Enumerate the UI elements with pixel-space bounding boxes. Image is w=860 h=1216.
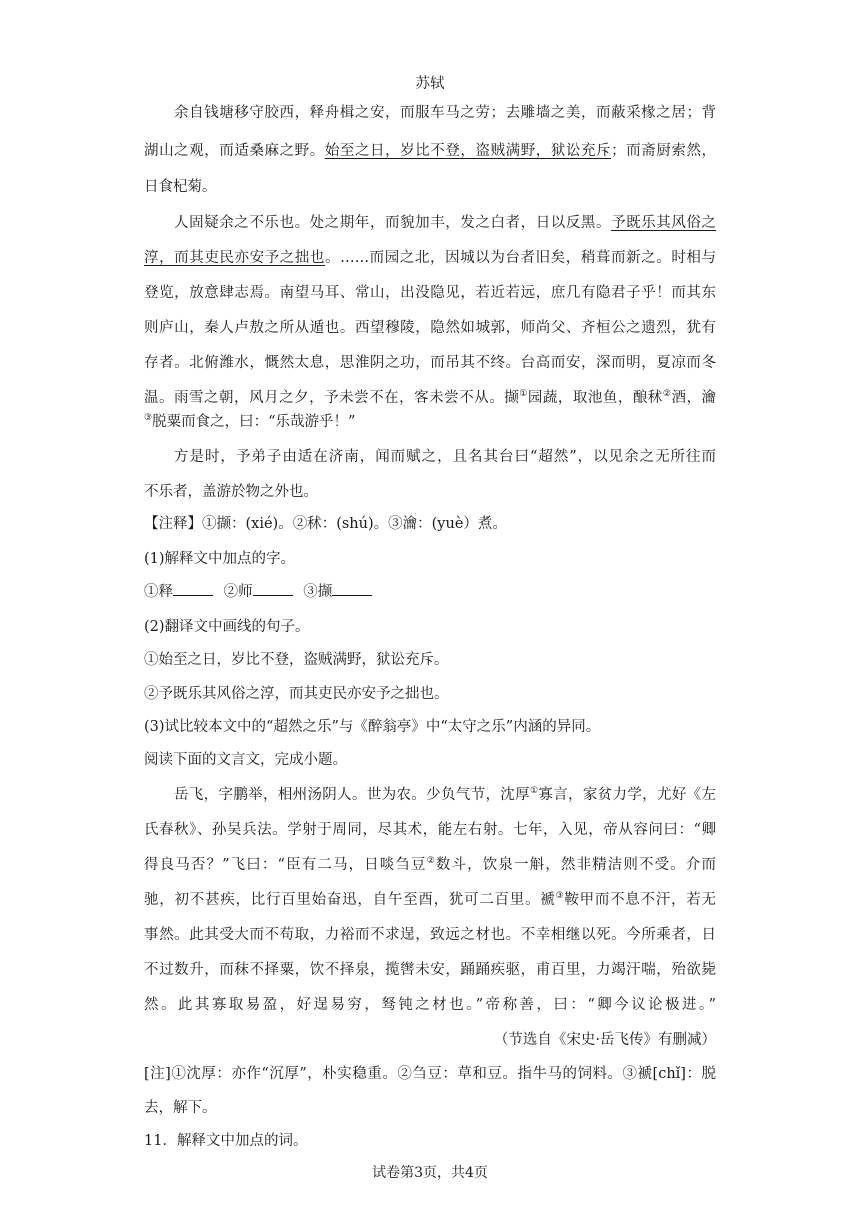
question-2: (2)翻译文中画线的句子。: [144, 619, 310, 635]
p1-line1: 余自钱塘移守胶西，释舟楫之安，而服车马之劳；去雕墙之美，而蔽采椽之居；背: [174, 105, 716, 121]
notes-1: 【注释】①撷：(xié)。②秫：(shú)。③瀹：(yuè）煮。: [144, 516, 507, 532]
p2-line2: 淳，而其吏民亦安予之拙也。……而园之北，因城以为台者旧矣，稍葺而新之。时相与: [144, 250, 716, 266]
question-1: (1)解释文中加点的字。: [144, 551, 296, 567]
notes-2-line1: [注]①沈厚：亦作“沉厚”，朴实稳重。②刍豆：草和豆。指牛马的饲料。③褫[chǐ]：脱: [144, 1066, 716, 1082]
underlined-sentence-2a: 予既乐其风俗之: [611, 215, 716, 231]
notes-2-line2: 去，解下。: [144, 1100, 217, 1116]
author: 苏轼: [415, 76, 445, 92]
page-footer: 试卷第3页，共4页: [372, 1165, 488, 1181]
reading-intro: 阅读下面的文言文，完成小题。: [144, 752, 347, 768]
p4-line6: 不过数升，而秣不择粟，饮不择泉，揽辔未安，踊踊疾驱，甫百里，力竭汗喘，殆欲毙: [144, 962, 716, 978]
p2-line7: ③脱粟而食之，曰：“乐哉游乎！”: [144, 413, 356, 430]
p4-line4: 驰，初不甚疾，比行百里始奋迅，自午至酉，犹可二百里。褫③鞍甲而不息不汗，若无: [144, 891, 716, 908]
question-3: (3)试比较本文中的“超然之乐”与《醉翁亭》中“太守之乐”内涵的异同。: [144, 719, 601, 735]
question-2b: ②予既乐其风俗之淳，而其吏民亦安予之拙也。: [144, 686, 449, 702]
p2-line5: 存者。北俯潍水，慨然太息，思淮阴之功，而吊其不终。台高而安，深而明，夏凉而冬: [144, 355, 716, 371]
p4-line2: 氏春秋》、孙吴兵法。学射于周同，尽其术，能左右射。七年，入见，帝从容问曰：“卿: [144, 822, 716, 838]
p1-line2: 湖山之观，而适桑麻之野。始至之日，岁比不登，盗贼满野，狱讼充斥；而斋厨索然，: [144, 143, 716, 159]
answer-blank-3: [332, 581, 372, 596]
p2-line4: 则庐山，秦人卢敖之所从遁也。西望穆陵，隐然如城郭，师尚父、齐桓公之遗烈，犹有: [144, 320, 716, 336]
p4-line1: 岳飞，字鹏举，相州汤阴人。世为农。少负气节，沈厚①寡言，家贫力学，尤好《左: [174, 786, 716, 803]
p2-line3: 登览，放意肆志焉。南望马耳、常山，出没隐见，若近若远，庶几有隐君子乎！而其东: [144, 285, 716, 301]
question-2a: ①始至之日，岁比不登，盗贼满野，狱讼充斥。: [144, 652, 449, 668]
question-1-items: ①释 ②师 ③撷: [144, 581, 716, 602]
underlined-sentence-1: 始至之日，岁比不登，盗贼满野，狱讼充斥: [324, 143, 612, 159]
underlined-sentence-2b: 淳，而其吏民亦安予之拙也: [144, 250, 325, 266]
p4-line7: 然。此其寡取易盈，好逞易穷，驽钝之材也。”帝称善，曰：“卿今议论极进。”: [144, 997, 716, 1013]
p3-line2: 不乐者，盖游於物之外也。: [144, 484, 318, 500]
p4-line3: 得良马否？”飞曰：“臣有二马，日啖刍豆②数斗，饮泉一斛，然非精洁则不受。介而: [144, 856, 716, 873]
answer-blank-1: [173, 581, 213, 596]
p2-line6: 温。雨雪之朝，风月之夕，予未尝不在，客未尝不从。撷①园蔬，取池鱼，酿秫②酒，瀹: [144, 389, 716, 406]
p4-line5: 事然。此其受大而不苟取，力裕而不求逞，致远之材也。不幸相继以死。今所乘者，日: [144, 927, 716, 943]
p2-line1: 人固疑余之不乐也。处之期年，而貌加丰，发之白者，日以反黑。予既乐其风俗之: [174, 215, 716, 231]
passage-source: （节选自《宋史·岳飞传》有删减）: [493, 1032, 716, 1048]
question-11: 11．解释文中加点的词。: [144, 1133, 308, 1149]
answer-blank-2: [253, 581, 293, 596]
p3-line1: 方是时，予弟子由适在济南，闻而赋之，且名其台曰“超然”，以见余之无所往而: [174, 449, 716, 465]
p1-line3: 日食杞菊。: [144, 179, 217, 195]
